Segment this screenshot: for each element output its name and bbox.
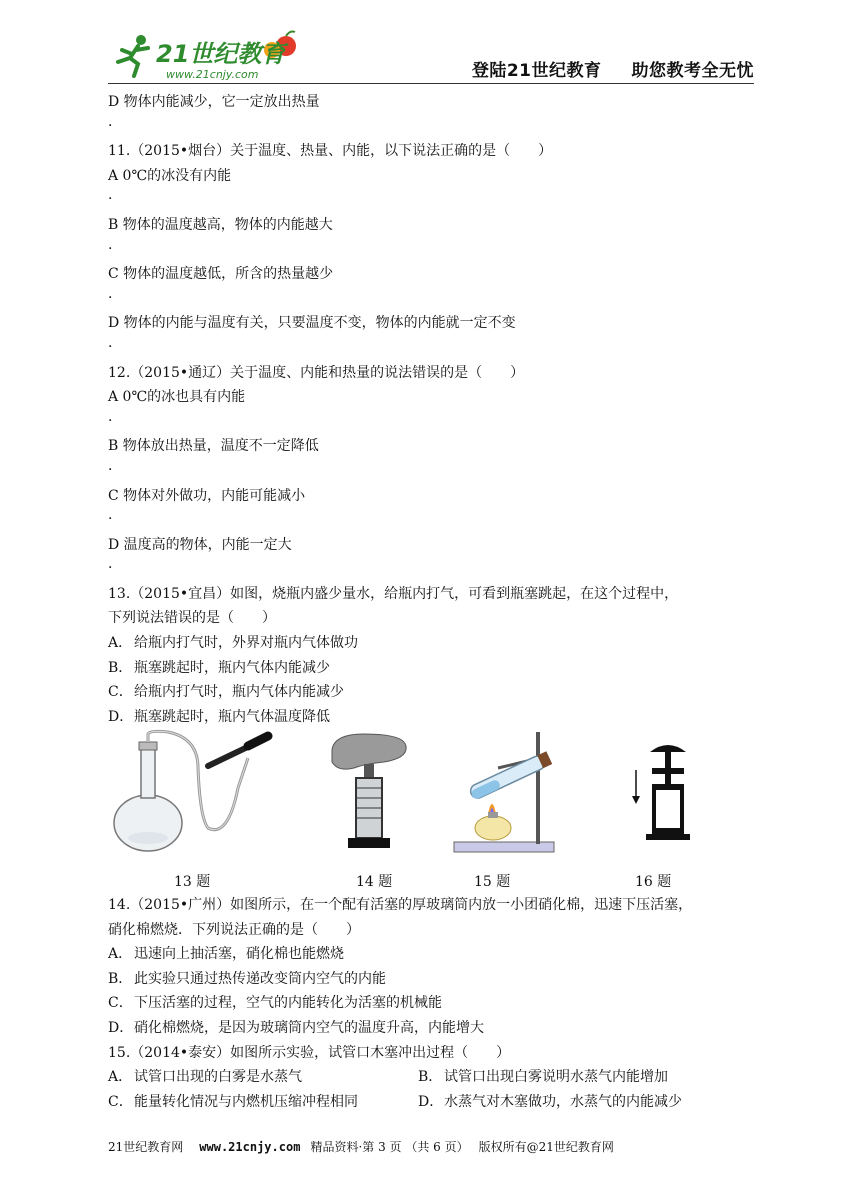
- q14-stem-line1: 14.（2015•广州）如图所示，在一个配有活塞的厚玻璃筒内放一小团硝化棉，迅速下压活塞，: [108, 897, 693, 913]
- option-text: 下压活塞的过程，空气的内能转化为活塞的机械能: [134, 995, 442, 1012]
- q12-dot: .: [108, 457, 113, 474]
- header-slogan: [472, 56, 754, 81]
- page-footer: [108, 1138, 614, 1155]
- header-slogan-right: 助您教考全无忧: [631, 61, 754, 81]
- q11-stem: 11.（2015•烟台）关于温度、热量、内能，以下说法正确的是（ ）: [108, 143, 553, 160]
- option-label: A．: [108, 635, 133, 652]
- q15-stem: 15.（2014•泰安）如图所示实验，试管口木塞冲出过程（ ）: [108, 1044, 511, 1061]
- option-text: 给瓶内打气时，外界对瓶内气体做功: [134, 635, 358, 652]
- q13-stem-line2: 下列说法错误的是（ ）: [108, 610, 276, 627]
- q15-option-c: [108, 1090, 418, 1115]
- footer-url[interactable]: www.21cnjy.com: [199, 1140, 301, 1154]
- q12-dot: .: [108, 408, 113, 425]
- question-content-lower: [108, 893, 758, 1114]
- q12-option-d: D 温度高的物体，内能一定大: [108, 536, 292, 553]
- header-slogan-left: 登陆21世纪教育: [471, 61, 602, 81]
- caption-15: 15 题: [474, 874, 511, 890]
- runner-icon: [118, 35, 148, 76]
- option-label: D．: [418, 1093, 444, 1110]
- option-text: 瓶塞跳起时，瓶内气体温度降低: [134, 708, 330, 725]
- q11-dot: .: [108, 334, 113, 351]
- option-label: C．: [108, 684, 133, 701]
- caption-14: 14 题: [356, 874, 393, 890]
- option-label: A．: [108, 1069, 133, 1086]
- question-content: [108, 90, 758, 729]
- q13-option-c: [108, 680, 758, 705]
- q15-option-a: [108, 1065, 418, 1090]
- page-header: [108, 28, 754, 84]
- option-label: C．: [108, 1093, 133, 1110]
- q14-stem-line2: 硝化棉燃烧．下列说法正确的是（ ）: [108, 921, 360, 938]
- option-label: B．: [108, 970, 133, 987]
- q14-option-a: [108, 942, 758, 967]
- footer-page-info: 精品资料·第 3 页 （共 6 页）: [310, 1140, 469, 1154]
- q14-option-b: [108, 967, 758, 992]
- option-text: 给瓶内打气时，瓶内气体内能减少: [134, 684, 344, 701]
- option-text: 试管口出现的白雾是水蒸气: [134, 1069, 302, 1086]
- q12-dot: .: [108, 507, 113, 524]
- footer-site: 21世纪教育网: [108, 1140, 184, 1154]
- figure-13-flask-pump: [108, 728, 273, 858]
- q15-options-row-1: [108, 1065, 758, 1090]
- q15-option-d: [418, 1094, 682, 1110]
- q15-option-b: [418, 1069, 668, 1085]
- q12-option-b: B 物体放出热量，温度不一定降低: [108, 438, 319, 455]
- q10-dot: .: [108, 113, 113, 130]
- caption-13: 13 题: [174, 874, 211, 890]
- q15-options-row-2: [108, 1090, 758, 1115]
- q11-dot: .: [108, 236, 113, 253]
- q12-dot: .: [108, 556, 113, 573]
- q13-option-b: [108, 656, 758, 681]
- q12-option-c: C 物体对外做功，内能可能减小: [108, 487, 306, 504]
- q11-option-d: D 物体的内能与温度有关，只要温度不变，物体的内能就一定不变: [108, 315, 516, 332]
- header-rule: [108, 83, 754, 84]
- q11-dot: .: [108, 285, 113, 302]
- option-label: C．: [108, 995, 133, 1012]
- svg-text:21世纪教育: 21世纪教育: [156, 40, 286, 68]
- q14-option-d: [108, 1016, 758, 1041]
- option-text: 瓶塞跳起时，瓶内气体内能减少: [134, 659, 330, 676]
- figure-15-test-tube-burner: [448, 728, 578, 858]
- figure-16-piston-arrow: [628, 728, 708, 858]
- q13-option-d: [108, 705, 758, 730]
- option-text: 能量转化情况与内燃机压缩冲程相同: [134, 1093, 358, 1110]
- option-label: D．: [108, 1019, 134, 1036]
- option-text: 水蒸气对木塞做功，水蒸气的内能减少: [444, 1093, 682, 1110]
- q11-option-a: A 0℃的冰没有内能: [108, 167, 232, 184]
- q11-dot: .: [108, 187, 113, 204]
- option-text: 迅速向上抽活塞，硝化棉也能燃烧: [134, 946, 344, 963]
- figures-row: [108, 728, 758, 863]
- q12-option-a: A 0℃的冰也具有内能: [108, 389, 246, 406]
- q10-option-d: D 物体内能减少，它一定放出热量: [108, 94, 320, 110]
- svg-text:www.21cnjy.com: www.21cnjy.com: [166, 68, 259, 81]
- q13-option-a: [108, 631, 758, 656]
- q14-option-c: [108, 991, 758, 1016]
- q11-option-b: B 物体的温度越高，物体的内能越大: [108, 216, 333, 233]
- option-text: 此实验只通过热传递改变筒内空气的内能: [134, 970, 386, 987]
- option-label: A．: [108, 946, 133, 963]
- figure-14-fire-piston: [324, 728, 414, 858]
- option-label: D．: [108, 708, 134, 725]
- caption-16: 16 题: [635, 874, 672, 890]
- option-text: 硝化棉燃烧，是因为玻璃筒内空气的温度升高，内能增大: [134, 1019, 484, 1036]
- site-logo: [108, 28, 308, 84]
- q12-stem: 12.（2015•通辽）关于温度、内能和热量的说法错误的是（ ）: [108, 364, 525, 381]
- option-label: B．: [418, 1069, 443, 1086]
- q11-option-c: C 物体的温度越低，所含的热量越少: [108, 266, 334, 283]
- footer-copyright: 版权所有@21世纪教育网: [478, 1140, 614, 1154]
- option-label: B．: [108, 659, 133, 676]
- q13-stem-line1: 13.（2015•宜昌）如图，烧瓶内盛少量水，给瓶内打气，可看到瓶塞跳起，在这个过程中，: [108, 585, 679, 602]
- option-text: 试管口出现白雾说明水蒸气内能增加: [444, 1069, 668, 1086]
